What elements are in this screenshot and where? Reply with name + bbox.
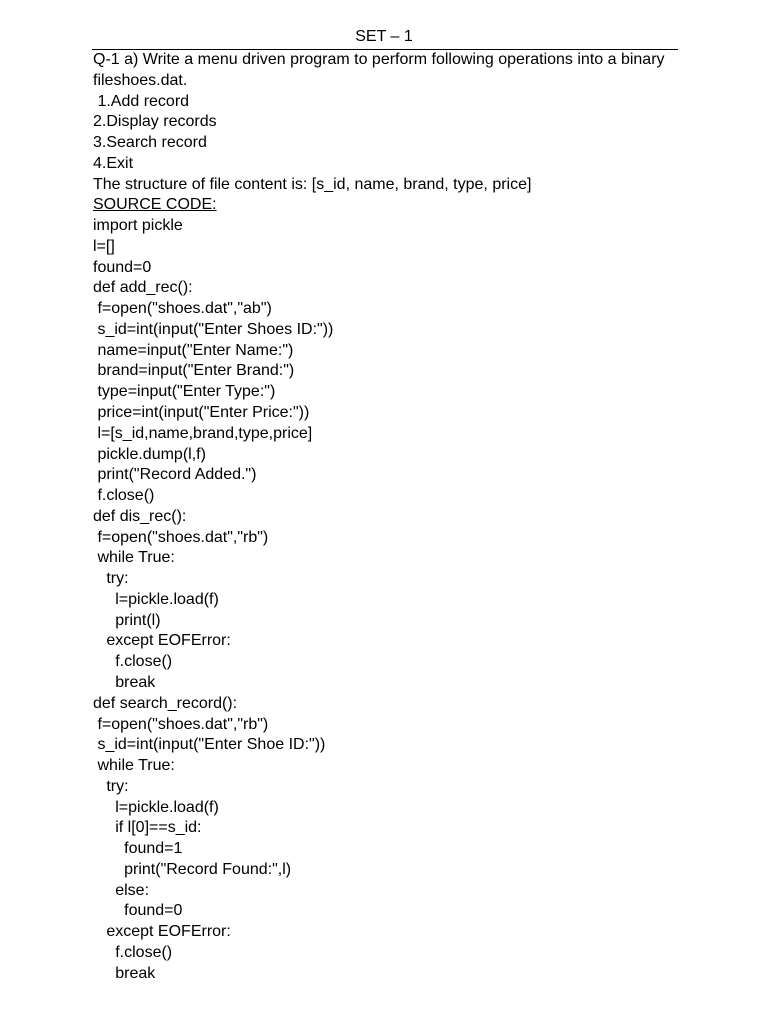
code-line: def dis_rec():	[93, 507, 187, 525]
code-line: import pickle	[93, 217, 183, 235]
code-line: f=open("shoes.dat","rb")	[93, 528, 269, 546]
code-line: print(l)	[93, 611, 161, 629]
code-line: brand=input("Enter Brand:")	[93, 362, 295, 380]
menu-item-add: 1.Add record	[93, 92, 190, 110]
question-line-1: Q-1 a) Write a menu driven program to perform following operations into a binary	[93, 51, 665, 68]
code-line: f.close()	[93, 943, 173, 961]
menu-item-exit: 4.Exit	[93, 154, 134, 172]
code-line: def add_rec():	[93, 279, 193, 297]
question-line-2: fileshoes.dat.	[93, 71, 188, 89]
set-title: SET – 1	[355, 28, 413, 45]
code-line: name=input("Enter Name:")	[93, 341, 294, 359]
document-body	[93, 50, 683, 984]
code-block	[93, 216, 683, 984]
code-line: l=[]	[93, 237, 115, 255]
code-line: try:	[93, 777, 129, 795]
code-line: print("Record Added.")	[93, 466, 257, 484]
code-line: break	[93, 673, 156, 691]
code-line: f.close()	[93, 487, 155, 505]
code-line: if l[0]==s_id:	[93, 819, 202, 837]
menu-item-display: 2.Display records	[93, 113, 217, 131]
code-line: while True:	[93, 549, 175, 567]
menu-item-search: 3.Search record	[93, 134, 207, 152]
code-line: except EOFError:	[93, 923, 231, 941]
code-line: type=input("Enter Type:")	[93, 383, 276, 401]
code-line: break	[93, 964, 156, 982]
code-line: l=pickle.load(f)	[93, 590, 219, 608]
code-line: try:	[93, 570, 129, 588]
code-line: f=open("shoes.dat","ab")	[93, 300, 272, 318]
code-line: except EOFError:	[93, 632, 231, 650]
code-line: s_id=int(input("Enter Shoe ID:"))	[93, 736, 326, 754]
code-line: f=open("shoes.dat","rb")	[93, 715, 269, 733]
file-structure-text: The structure of file content is: [s_id, name, brand, type, price]	[93, 175, 532, 193]
code-line: found=1	[93, 840, 183, 858]
code-line: s_id=int(input("Enter Shoes ID:"))	[93, 320, 334, 338]
code-line: while True:	[93, 757, 175, 775]
code-line: found=0	[93, 258, 152, 276]
code-line: def search_record():	[93, 694, 238, 712]
source-code-heading: SOURCE CODE:	[93, 196, 217, 214]
code-line: l=pickle.load(f)	[93, 798, 219, 816]
code-line: f.close()	[93, 653, 173, 671]
code-line: found=0	[93, 902, 183, 920]
code-line: pickle.dump(l,f)	[93, 445, 206, 463]
code-line: else:	[93, 881, 150, 899]
code-line: print("Record Found:",l)	[93, 860, 292, 878]
code-line: l=[s_id,name,brand,type,price]	[93, 424, 313, 442]
code-line: price=int(input("Enter Price:"))	[93, 404, 310, 422]
